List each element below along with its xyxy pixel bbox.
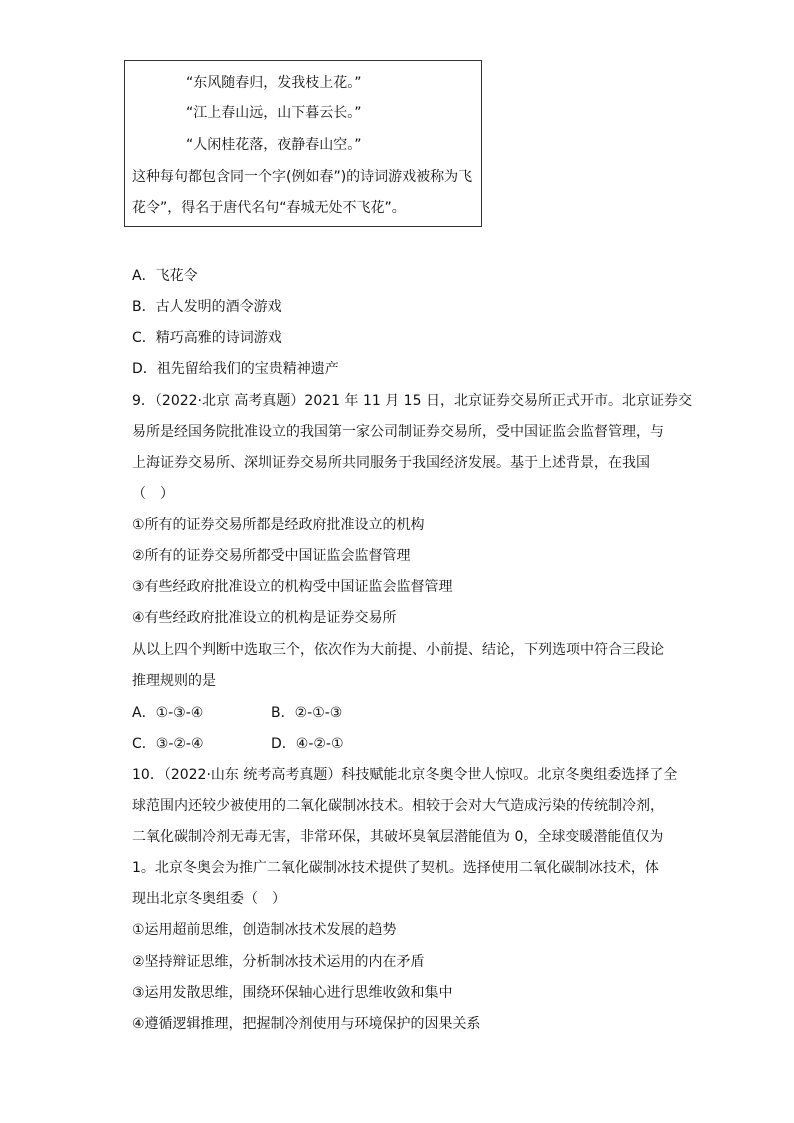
poem-line-2: “江上春山远，山下暮云长。”	[186, 105, 362, 121]
q10-statement-1: ①运用超前思维，创造制冰技术发展的趋势	[132, 922, 397, 938]
q9-option-d: D．④-②-①	[271, 736, 344, 752]
q10-stem-line-1: 10．（2022·山东 统考高考真题）科技赋能北京冬奥令世人惊叹。北京冬奥组委选择了全	[132, 767, 678, 783]
q9-statement-2: ②所有的证券交易所都受中国证监会监督管理	[132, 548, 411, 564]
poem-line-3: “人闲桂花落，夜静春山空。”	[186, 137, 362, 153]
q8-option-c: C．精巧高雅的诗词游戏	[132, 330, 282, 346]
q8-option-d: D．祖先留给我们的宝贵精神遗产	[132, 361, 339, 377]
q9-prompt-line-2: 推理规则的是	[132, 673, 216, 689]
q9-statement-4: ④有些经政府批准设立的机构是证券交易所	[132, 610, 397, 626]
q10-stem-line-4: 1。北京冬奥会为推广二氧化碳制冰技术提供了契机。选择使用二氧化碳制冰技术，体	[132, 860, 659, 876]
q9-statement-3: ③有些经政府批准设立的机构受中国证监会监督管理	[132, 579, 453, 595]
q8-option-a: A．飞花令	[132, 268, 198, 284]
q10-statement-2: ②坚持辩证思维，分析制冰技术运用的内在矛盾	[132, 954, 425, 970]
q9-option-c: C．③-②-④	[132, 736, 204, 752]
q10-statement-4: ④遵循逻辑推理，把握制冷剂使用与环境保护的因果关系	[132, 1016, 481, 1032]
q9-prompt-line-1: 从以上四个判断中选取三个，依次作为大前提、小前提、结论，下列选项中符合三段论	[132, 642, 664, 658]
box-text-line-1: 这种每句都包含同一个字(例如春”)的诗词游戏被称为飞	[132, 169, 473, 185]
q9-option-b: B．②-①-③	[271, 705, 343, 721]
q9-stem-line-1: 9．（2022·北京 高考真题）2021 年 11 月 15 日，北京证券交易所正式开市。北京证券交	[132, 393, 692, 409]
q10-stem-line-2: 球范围内还较少被使用的二氧化碳制冰技术。相较于会对大气造成污染的传统制冷剂，	[132, 798, 664, 814]
q10-stem-line-5: 现出北京冬奥组委（ ）	[132, 891, 286, 907]
poem-line-1: “东风随春归，发我枝上花。”	[186, 75, 362, 91]
q9-stem-line-2: 易所是经国务院批准设立的我国第一家公司制证券交易所，受中国证监会监督管理，与	[132, 424, 664, 440]
q9-stem-line-3: 上海证券交易所、深圳证券交易所共同服务于我国经济发展。基于上述背景，在我国	[132, 455, 650, 471]
q10-stem-line-3: 二氧化碳制冷剂无毒无害，非常环保，其破坏臭氧层潜能值为 0，全球变暖潜能值仅为	[132, 829, 664, 845]
q9-option-a: A．①-③-④	[132, 705, 204, 721]
q10-statement-3: ③运用发散思维，围绕环保轴心进行思维收敛和集中	[132, 985, 453, 1001]
q9-statement-1: ①所有的证券交易所都是经政府批准设立的机构	[132, 517, 425, 533]
q8-option-b: B．古人发明的酒令游戏	[132, 299, 282, 315]
q9-stem-line-4: （ ）	[132, 486, 174, 502]
box-text-line-2: 花令”，得名于唐代名句“春城无处不飞花”。	[132, 200, 406, 216]
